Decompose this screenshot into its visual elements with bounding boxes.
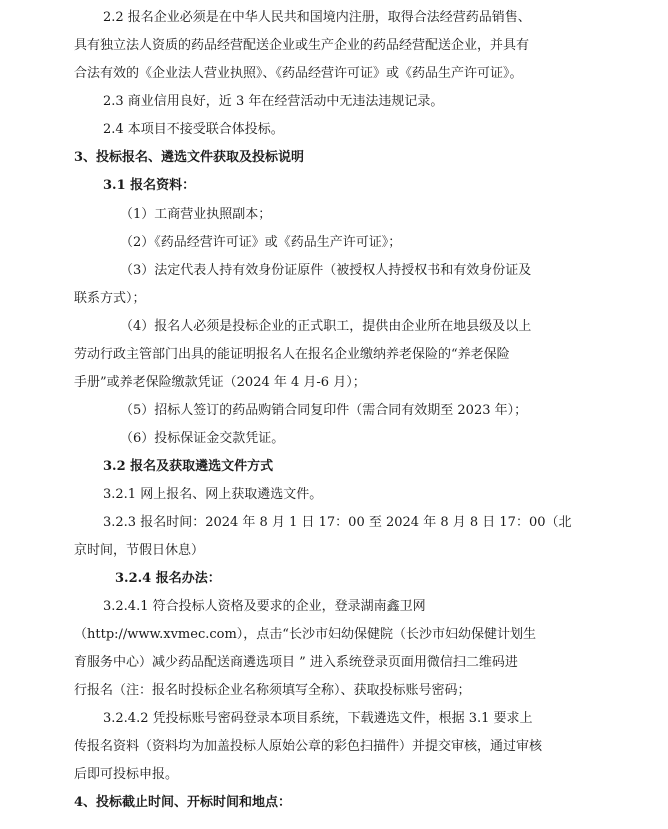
text-line-12: （4）报名人必须是投标企业的正式职工，提供由企业所在地县级及以上	[120, 319, 532, 334]
text-line-26: 3.2.4.2 凭投标账号密码登录本项目系统，下载遴选文件，根据 3.1 要求上	[103, 711, 533, 726]
text-line-2: 具有独立法人资质的药品经营配送企业或生产企业的药品经营配送企业，并具有	[74, 38, 530, 53]
subheading-3-2: 3.2 报名及获取遴选文件方式	[103, 459, 274, 474]
text-line-14: 手册”或养老保险缴款凭证（2024 年 4 月-6 月）；	[74, 375, 366, 390]
text-line-25: 行报名（注：报名时投标企业名称须填写全称）、获取投标账号密码；	[74, 683, 471, 698]
text-line-20: 京时间，节假日休息）	[74, 543, 205, 558]
text-line-5: 2.4 本项目不接受联合体投标。	[103, 122, 284, 137]
text-line-23: （http://www.xvmec.com），点击“长沙市妇幼保健院（长沙市妇幼保健计划生	[74, 627, 536, 642]
text-line-19: 3.2.3 报名时间：2024 年 8 月 1 日 17：00 至 2024 年 8 月 8 日 17：00（北	[103, 515, 572, 530]
text-line-24: 育服务中心）减少药品配送商遴选项目 ” 进入系统登录页面用微信扫二维码进	[74, 655, 518, 670]
subheading-3-1: 3.1 报名资料：	[103, 178, 196, 193]
section-heading-4: 4、投标截止时间、开标时间和地点：	[74, 795, 292, 810]
text-line-11: 联系方式）；	[74, 291, 146, 306]
text-line-28: 后即可投标申报。	[74, 767, 179, 782]
text-line-4: 2.3 商业信用良好，近 3 年在经营活动中无违法违规记录。	[103, 94, 444, 109]
text-line-1: 2.2 报名企业必须是在中华人民共和国境内注册，取得合法经营药品销售、	[103, 10, 531, 25]
text-line-8: （1）工商营业执照副本；	[120, 207, 272, 222]
text-line-13: 劳动行政主管部门出具的能证明报名人在报名企业缴纳养老保险的“养老保险	[74, 347, 510, 362]
text-line-16: （6）投标保证金交款凭证。	[120, 431, 285, 446]
text-line-18: 3.2.1 网上报名、网上获取遴选文件。	[103, 487, 323, 502]
text-line-22: 3.2.4.1 符合投标人资格及要求的企业，登录湖南鑫卫网	[103, 599, 426, 614]
text-line-9: （2）《药品经营许可证》或《药品生产许可证》；	[120, 235, 402, 250]
text-line-15: （5）招标人签订的药品购销合同复印件（需合同有效期至 2023 年）；	[120, 403, 528, 418]
text-line-10: （3）法定代表人持有效身份证原件（被授权人持授权书和有效身份证及	[120, 263, 532, 278]
subheading-3-2-4: 3.2.4 报名办法：	[115, 571, 221, 586]
text-line-27: 传报名资料（资料均为加盖投标人原始公章的彩色扫描件）并提交审核，通过审核	[74, 739, 543, 754]
text-line-3: 合法有效的《企业法人营业执照》、《药品经营许可证》或《药品生产许可证》。	[74, 66, 523, 81]
section-heading-3: 3、投标报名、遴选文件获取及投标说明	[74, 150, 305, 165]
